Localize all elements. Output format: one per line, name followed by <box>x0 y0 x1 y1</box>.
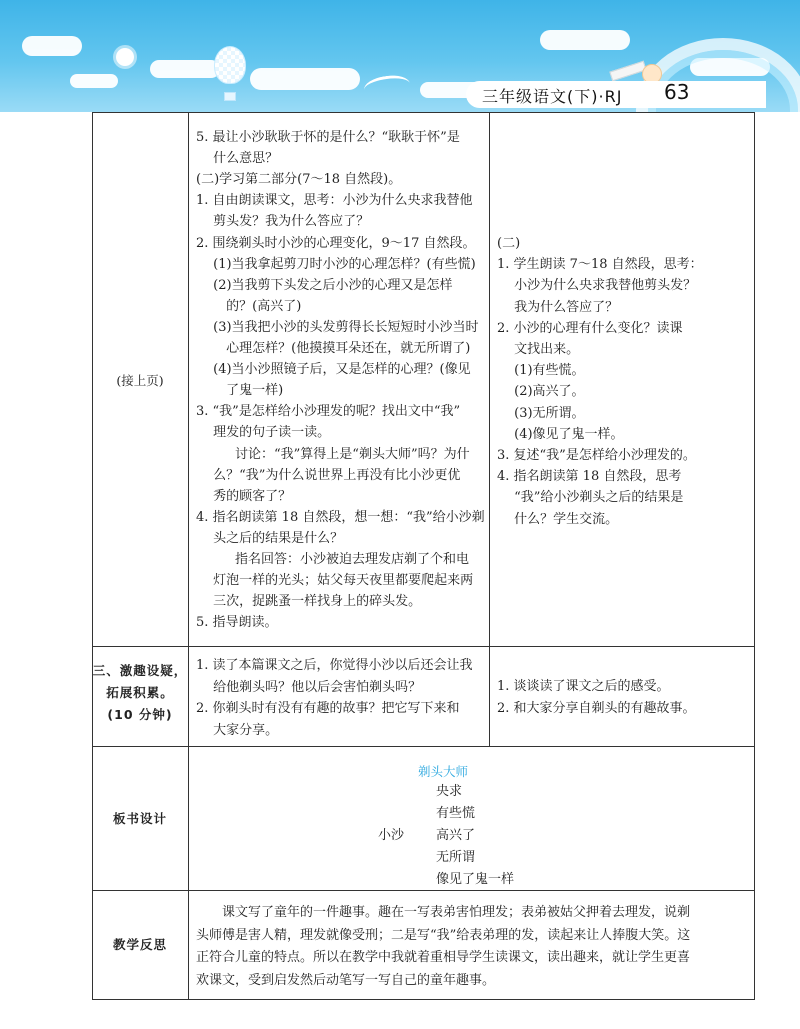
text-line: 2. 和大家分享自剃头的有趣故事。 <box>497 700 696 716</box>
text-line: 了鬼一样) <box>196 383 284 399</box>
reflection-label: 教学反思 <box>112 937 167 953</box>
text-line: 1. 学生朗读 7～18 自然段，思考： <box>497 257 703 273</box>
board-item: 无所谓 <box>436 850 476 865</box>
text-line: 么？“我”为什么说世界上再没有比小沙更优 <box>196 467 461 483</box>
text-line: 5. 最让小沙耿耿于怀的是什么？“耿耿于怀”是 <box>196 130 460 145</box>
text-line: 什么意思？ <box>196 151 279 167</box>
text-line: (4)当小沙照镜子后，又是怎样的心理？(像见 <box>196 362 471 378</box>
text-line: (1)当我拿起剪刀时小沙的心理怎样？(有些慌) <box>196 256 476 272</box>
text-line: 5. 指导朗读。 <box>196 615 278 631</box>
text-line: 正符合儿童的特点。所以在教学中我就着重相导学生读课文，读出趣来，就让学生更喜 <box>196 950 691 966</box>
text-line: 剪头发？我为什么答应了？ <box>196 214 370 230</box>
text-line: 灯泡一样的光头；姑父每天夜里都要爬起来两 <box>196 573 474 589</box>
board-item: 像见了鬼一样 <box>436 872 515 887</box>
cloud-icon <box>540 30 630 50</box>
section-3-label-line: (10 分钟) <box>107 706 173 722</box>
text-line: 欢课文，受到启发然后动笔写一写自己的童年趣事。 <box>196 972 496 988</box>
board-design-label: 板书设计 <box>112 811 167 827</box>
cloud-icon <box>22 36 82 56</box>
board-title: 剃头大师 <box>418 764 469 779</box>
text-line: 4. 指名朗读第 18 自然段，思考 <box>497 469 682 485</box>
text-line: (二)学习第二部分(7～18 自然段)。 <box>196 172 402 188</box>
text-line: 指名回答：小沙被迫去理发店剃了个和电 <box>196 552 470 567</box>
text-line: (二) <box>497 236 521 251</box>
text-line: 3. 复述“我”是怎样给小沙理发的。 <box>497 448 696 463</box>
text-line: 理发的句子读一读。 <box>196 425 331 441</box>
text-line: (1)有些慌。 <box>497 363 585 379</box>
section-3-label-line: 拓展积累。 <box>106 684 174 700</box>
cloud-icon <box>250 68 360 90</box>
hot-air-balloon-icon <box>214 46 246 84</box>
continued-label: (接上页) <box>116 373 164 388</box>
text-line: 头之后的结果是什么？ <box>196 530 344 546</box>
text-line: 1. 自由朗读课文，思考：小沙为什么央求我替他 <box>196 193 473 209</box>
text-line: (2)高兴了。 <box>497 384 585 400</box>
text-line: 头师傅是害人精，理发就像受刑；二是写“我”给表弟理的发，读起来让人捧腹大笑。这 <box>196 927 691 943</box>
glider-icon <box>363 73 411 100</box>
text-line: (4)像见了鬼一样。 <box>497 426 624 442</box>
text-line: 2. 小沙的心理有什么变化？读课 <box>497 320 683 336</box>
row-divider <box>92 890 755 891</box>
row-divider <box>92 646 755 647</box>
text-line: (2)当我剪下头发之后小沙的心理又是怎样 <box>196 277 453 293</box>
text-line: 秀的顾客了？ <box>196 488 292 504</box>
text-line: (3)无所谓。 <box>497 405 585 421</box>
text-line: 什么？学生交流。 <box>497 511 619 527</box>
row-divider <box>92 746 755 747</box>
text-line: 小沙为什么央求我替他剪头发？ <box>497 278 697 294</box>
text-line: 1. 读了本篇课文之后，你觉得小沙以后还会让我 <box>196 658 473 673</box>
column-divider <box>489 112 490 746</box>
page-number: 63 <box>664 80 690 104</box>
text-line: 心理怎样？(他摸摸耳朵还在，就无所谓了) <box>196 341 471 356</box>
text-line: 大家分享。 <box>196 722 279 738</box>
cloud-icon <box>150 60 220 78</box>
book-title: 三年级语文(下)·RJ <box>482 87 623 106</box>
text-line: 2. 你剃头时有没有有趣的故事？把它写下来和 <box>196 701 460 716</box>
text-line: 4. 指名朗读第 18 自然段，想一想：“我”给小沙剃 <box>196 509 485 525</box>
text-line: (3)当我把小沙的头发剪得长长短短时小沙当时 <box>196 319 479 335</box>
text-line: “我”给小沙剃头之后的结果是 <box>497 490 684 506</box>
cloud-icon <box>70 74 118 88</box>
text-line: 课文写了童年的一件趣事。趣在一写表弟害怕理发；表弟被姑父押着去理发，说剃 <box>196 905 691 920</box>
column-divider <box>188 112 189 1000</box>
text-line: 1. 谈谈读了课文之后的感受。 <box>497 679 670 694</box>
text-line: 我为什么答应了？ <box>497 299 619 315</box>
text-line: 2. 围绕剃头时小沙的心理变化，9～17 自然段。 <box>196 235 476 251</box>
section-3-label-line: 三、激趣设疑， <box>92 663 188 678</box>
telescope-icon <box>609 61 646 82</box>
text-line: 讨论：“我”算得上是“剃头大师”吗？为什 <box>196 446 470 462</box>
text-line: 给他剃头吗？他以后会害怕剃头吗？ <box>196 679 422 695</box>
board-center: 小沙 <box>378 828 405 843</box>
balloon-basket-icon <box>224 92 236 101</box>
section-3-label <box>92 660 188 726</box>
board-item: 有些慌 <box>436 806 476 821</box>
board-item: 央求 <box>436 784 463 799</box>
text-line: 3. “我”是怎样给小沙理发的呢？找出文中“我” <box>196 404 461 420</box>
text-line: 三次，捉跳蚤一样找身上的碎头发。 <box>196 594 422 610</box>
text-line: 的？(高兴了) <box>196 298 302 314</box>
sun-icon <box>116 48 134 66</box>
text-line: 文找出来。 <box>497 342 580 357</box>
board-item: 高兴了 <box>436 828 476 843</box>
